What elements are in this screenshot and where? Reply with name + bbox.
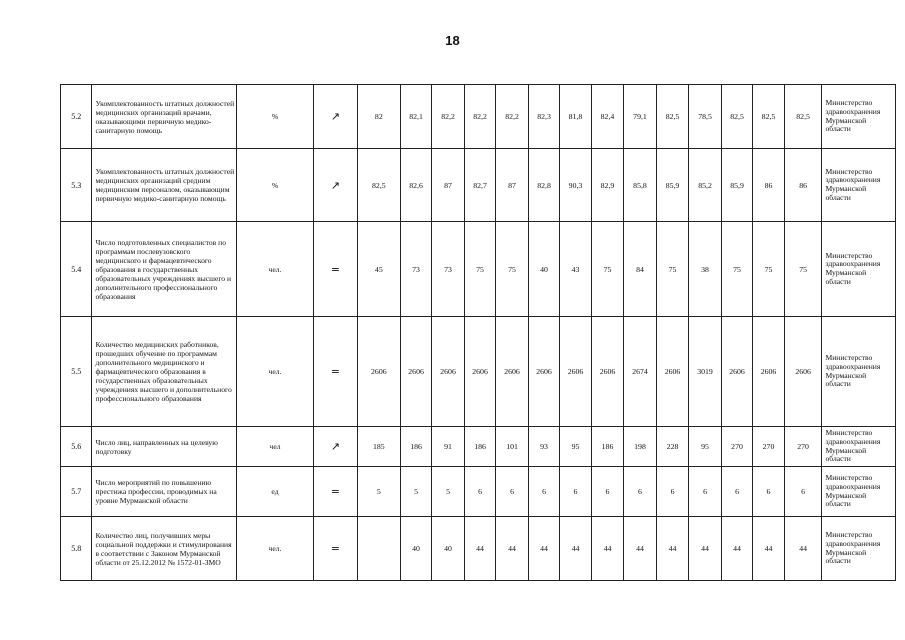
indicator-name: Укомплектованность штатных должностей медицинских организаций врачами, оказывающими первичную медико-санитарную помощь — [92, 85, 237, 149]
value-cell: 82,5 — [753, 85, 784, 149]
value-cell: 75 — [753, 222, 784, 317]
value-cell: 6 — [721, 467, 752, 517]
row-number: 5.8 — [61, 517, 92, 581]
responsible-cell: Министерство здравоохранения Мурманской области — [822, 85, 896, 149]
row-number: 5.6 — [61, 427, 92, 467]
unit-cell: % — [237, 85, 314, 149]
value-cell: 2606 — [784, 317, 822, 427]
trend-equal-icon: = — [313, 517, 357, 581]
value-cell: 75 — [496, 222, 529, 317]
value-cell: 228 — [656, 427, 689, 467]
value-cell: 2606 — [528, 317, 559, 427]
value-cell: 73 — [432, 222, 465, 317]
value-cell: 44 — [656, 517, 689, 581]
value-cell: 6 — [753, 467, 784, 517]
value-cell: 2606 — [464, 317, 495, 427]
trend-up-icon: ↗ — [313, 427, 357, 467]
value-cell: 270 — [753, 427, 784, 467]
value-cell: 81,8 — [560, 85, 591, 149]
value-cell: 186 — [464, 427, 495, 467]
value-cell: 82,4 — [591, 85, 624, 149]
value-cell: 85,2 — [689, 149, 722, 222]
value-cell: 44 — [464, 517, 495, 581]
responsible-cell: Министерство здравоохранения Мурманской области — [822, 427, 896, 467]
value-cell: 6 — [464, 467, 495, 517]
value-cell: 44 — [784, 517, 822, 581]
responsible-cell: Министерство здравоохранения Мурманской области — [822, 317, 896, 427]
indicator-name: Число подготовленных специалистов по программам послевузовского медицинского и фармацевтического образования в государственных образовательных учреждениях высшего и дополнительного профессионального образования — [92, 222, 237, 317]
value-cell: 40 — [432, 517, 465, 581]
responsible-cell: Министерство здравоохранения Мурманской области — [822, 222, 896, 317]
value-cell: 75 — [656, 222, 689, 317]
value-cell: 2606 — [591, 317, 624, 427]
row-number: 5.2 — [61, 85, 92, 149]
value-cell: 2606 — [753, 317, 784, 427]
trend-equal-icon: = — [313, 222, 357, 317]
table-body — [61, 85, 896, 581]
indicator-name: Число мероприятий по повышению престижа профессии, проводимых на уровне Мурманской области — [92, 467, 237, 517]
value-cell: 82,2 — [432, 85, 465, 149]
unit-cell: чел. — [237, 222, 314, 317]
value-cell: 84 — [624, 222, 657, 317]
value-cell: 78,5 — [689, 85, 722, 149]
value-cell: 44 — [624, 517, 657, 581]
value-cell: 2606 — [721, 317, 752, 427]
table-row — [61, 517, 896, 581]
trend-up-icon: ↗ — [313, 85, 357, 149]
value-cell: 82,8 — [528, 149, 559, 222]
value-cell: 44 — [689, 517, 722, 581]
value-cell: 91 — [432, 427, 465, 467]
responsible-cell: Министерство здравоохранения Мурманской области — [822, 517, 896, 581]
value-cell: 44 — [721, 517, 752, 581]
indicator-name: Число лиц, направленных на целевую подготовку — [92, 427, 237, 467]
value-cell: 44 — [528, 517, 559, 581]
value-cell: 2606 — [496, 317, 529, 427]
value-cell: 85,8 — [624, 149, 657, 222]
value-cell: 44 — [560, 517, 591, 581]
value-cell: 6 — [624, 467, 657, 517]
value-cell: 270 — [784, 427, 822, 467]
value-cell: 40 — [400, 517, 431, 581]
value-cell: 86 — [753, 149, 784, 222]
value-cell: 2606 — [656, 317, 689, 427]
value-cell: 93 — [528, 427, 559, 467]
value-cell: 44 — [591, 517, 624, 581]
value-cell: 82,6 — [400, 149, 431, 222]
value-cell: 5 — [400, 467, 431, 517]
responsible-cell: Министерство здравоохранения Мурманской области — [822, 149, 896, 222]
table-row — [61, 467, 896, 517]
value-cell: 6 — [560, 467, 591, 517]
value-cell: 82,3 — [528, 85, 559, 149]
value-cell: 45 — [357, 222, 400, 317]
responsible-cell: Министерство здравоохранения Мурманской области — [822, 467, 896, 517]
unit-cell: чел — [237, 427, 314, 467]
value-cell: 2606 — [357, 317, 400, 427]
value-cell: 6 — [689, 467, 722, 517]
value-cell: 82,2 — [496, 85, 529, 149]
value-cell: 95 — [689, 427, 722, 467]
value-cell: 2606 — [560, 317, 591, 427]
value-cell: 44 — [753, 517, 784, 581]
value-cell: 6 — [591, 467, 624, 517]
value-cell: 86 — [784, 149, 822, 222]
value-cell: 85,9 — [721, 149, 752, 222]
table-row — [61, 85, 896, 149]
value-cell: 75 — [464, 222, 495, 317]
value-cell: 5 — [357, 467, 400, 517]
value-cell: 82,5 — [357, 149, 400, 222]
trend-up-icon: ↗ — [313, 149, 357, 222]
value-cell: 186 — [400, 427, 431, 467]
unit-cell: чел. — [237, 317, 314, 427]
value-cell: 2606 — [432, 317, 465, 427]
value-cell: 75 — [784, 222, 822, 317]
value-cell: 82,5 — [784, 85, 822, 149]
table-row — [61, 222, 896, 317]
table-row — [61, 149, 896, 222]
row-number: 5.4 — [61, 222, 92, 317]
page-number: 18 — [445, 33, 460, 48]
table-row — [61, 427, 896, 467]
value-cell: 90,3 — [560, 149, 591, 222]
table-row — [61, 317, 896, 427]
value-cell: 101 — [496, 427, 529, 467]
value-cell: 6 — [496, 467, 529, 517]
value-cell: 82,2 — [464, 85, 495, 149]
value-cell: 82,7 — [464, 149, 495, 222]
trend-equal-icon: = — [313, 317, 357, 427]
value-cell: 38 — [689, 222, 722, 317]
indicator-name: Количество медицинских работников, прошедших обучение по программам дополнительного медицинского и фармацевтического образования в государственных образовательных учреждениях высшего и дополнительного профессионального образования — [92, 317, 237, 427]
value-cell: 79,1 — [624, 85, 657, 149]
value-cell: 185 — [357, 427, 400, 467]
value-cell: 82,5 — [721, 85, 752, 149]
value-cell: 87 — [496, 149, 529, 222]
value-cell: 6 — [784, 467, 822, 517]
value-cell: 43 — [560, 222, 591, 317]
unit-cell: чел. — [237, 517, 314, 581]
value-cell: 95 — [560, 427, 591, 467]
value-cell: 75 — [591, 222, 624, 317]
indicators-table — [60, 84, 896, 581]
row-number: 5.3 — [61, 149, 92, 222]
indicator-name: Укомплектованность штатных должностей медицинских организаций средним медицинским персоналом, оказывающим первичную медико-санитарную помощь — [92, 149, 237, 222]
unit-cell: % — [237, 149, 314, 222]
value-cell: 270 — [721, 427, 752, 467]
value-cell: 82,1 — [400, 85, 431, 149]
value-cell: 82,9 — [591, 149, 624, 222]
row-number: 5.7 — [61, 467, 92, 517]
value-cell: 186 — [591, 427, 624, 467]
value-cell: 73 — [400, 222, 431, 317]
row-number: 5.5 — [61, 317, 92, 427]
value-cell: 87 — [432, 149, 465, 222]
trend-equal-icon: = — [313, 467, 357, 517]
value-cell: 198 — [624, 427, 657, 467]
value-cell: 75 — [721, 222, 752, 317]
value-cell: 5 — [432, 467, 465, 517]
value-cell: 82,5 — [656, 85, 689, 149]
value-cell: 6 — [528, 467, 559, 517]
indicator-name: Количество лиц, получивших меры социальной поддержки и стимулирования в соответствии с Законом Мурманской области от 25.12.2012 № 1572-01-ЗМО — [92, 517, 237, 581]
value-cell: 44 — [496, 517, 529, 581]
unit-cell: ед — [237, 467, 314, 517]
value-cell: 40 — [528, 222, 559, 317]
value-cell: 82 — [357, 85, 400, 149]
value-cell: 2606 — [400, 317, 431, 427]
value-cell: 3019 — [689, 317, 722, 427]
value-cell — [357, 517, 400, 581]
value-cell: 85,9 — [656, 149, 689, 222]
value-cell: 2674 — [624, 317, 657, 427]
value-cell: 6 — [656, 467, 689, 517]
